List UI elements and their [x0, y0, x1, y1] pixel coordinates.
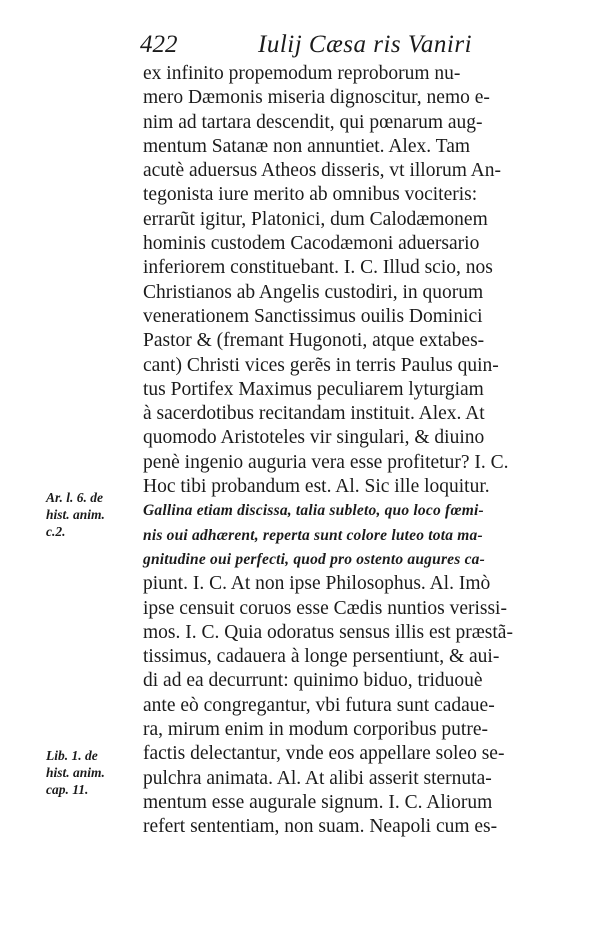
text-line: acutè aduersus Atheos disseris, vt illorum An-	[143, 160, 501, 182]
text-line: venerationem Sanctissimus ouilis Dominici	[143, 305, 483, 327]
text-line: piunt. I. C. At non ipse Philosophus. Al. Imò	[143, 573, 491, 595]
margin-note-lib	[46, 747, 136, 798]
page-number: 422	[140, 31, 178, 58]
text-line: ante eò congregantur, vbi futura sunt cadaue-	[143, 694, 495, 716]
text-line: di ad ea decurrunt: quinimo biduo, triduouè	[143, 670, 483, 692]
quotation-line: Gallina etiam discissa, talia subleto, quo loco fœmi-	[143, 502, 484, 520]
margin-note-line: Ar. l. 6. de	[46, 490, 104, 505]
margin-note-line: cap. 11.	[46, 782, 89, 797]
text-line: ex infinito propemodum reproborum nu-	[143, 63, 461, 84]
text-line: Christianos ab Angelis custodiri, in quorum	[143, 281, 484, 303]
text-line: errarũt igitur, Platonici, dum Calodæmonem	[143, 208, 488, 230]
running-head	[140, 30, 560, 60]
text-line: penè ingenio auguria vera esse profitetur? I. C.	[143, 451, 509, 473]
text-line: pulchra animata. Al. At alibi asserit sternuta-	[143, 767, 492, 789]
text-line: Hoc tibi probandum est. Al. Sic ille loquitur.	[143, 476, 490, 498]
margin-note-line: hist. anim.	[46, 507, 105, 522]
margin-note-line: Lib. 1. de	[46, 748, 98, 763]
quotation-line: gnitudine oui perfecti, quod pro ostento augures ca-	[143, 550, 485, 568]
text-line: tegonista iure merito ab omnibus vociteris:	[143, 184, 478, 206]
text-line: tus Portifex Maximus peculiarem lyturgiam	[143, 378, 484, 400]
quotation-line: nis oui adhærent, reperta sunt colore luteo tota ma-	[143, 526, 483, 544]
text-line: nim ad tartara descendit, qui pœnarum aug-	[143, 111, 483, 133]
body-text	[143, 62, 555, 840]
text-line: mero Dæmonis miseria dignoscitur, nemo e-	[143, 87, 490, 109]
text-line: tissimus, cadauera à longe persentiunt, & aui-	[143, 646, 500, 668]
text-line: cant) Christi vices gerẽs in terris Paulus quin-	[143, 354, 499, 376]
text-line: factis delectantur, vnde eos appellare soleo se-	[143, 743, 505, 765]
text-line: quomodo Aristoteles vir singulari, & diuino	[143, 427, 485, 449]
running-title: Iulij Cæsa ris Vaniri	[258, 31, 473, 58]
margin-note-line: hist. anim.	[46, 765, 105, 780]
text-line: à sacerdotibus recitandam instituit. Alex. At	[143, 403, 485, 425]
margin-note-line: c.2.	[46, 524, 66, 539]
text-line: ra, mirum enim in modum corporibus putre-	[143, 719, 488, 741]
text-line: inferiorem constituebant. I. C. Illud scio, nos	[143, 257, 493, 279]
text-line: ipse censuit coruos esse Cædis nuntios verissi-	[143, 597, 507, 619]
text-line: mentum Satanæ non annuntiet. Alex. Tam	[143, 135, 471, 157]
text-line: Pastor & (fremant Hugonoti, atque extabes-	[143, 330, 485, 352]
text-line: mentum esse augurale signum. I. C. Aliorum	[143, 791, 493, 813]
text-line: hominis custodem Cacodæmoni aduersario	[143, 233, 480, 255]
text-line: mos. I. C. Quia odoratus sensus illis est præstã-	[143, 621, 513, 643]
margin-note-aristotle	[46, 489, 136, 540]
text-line: refert sententiam, non suam. Neapoli cum es-	[143, 816, 498, 838]
